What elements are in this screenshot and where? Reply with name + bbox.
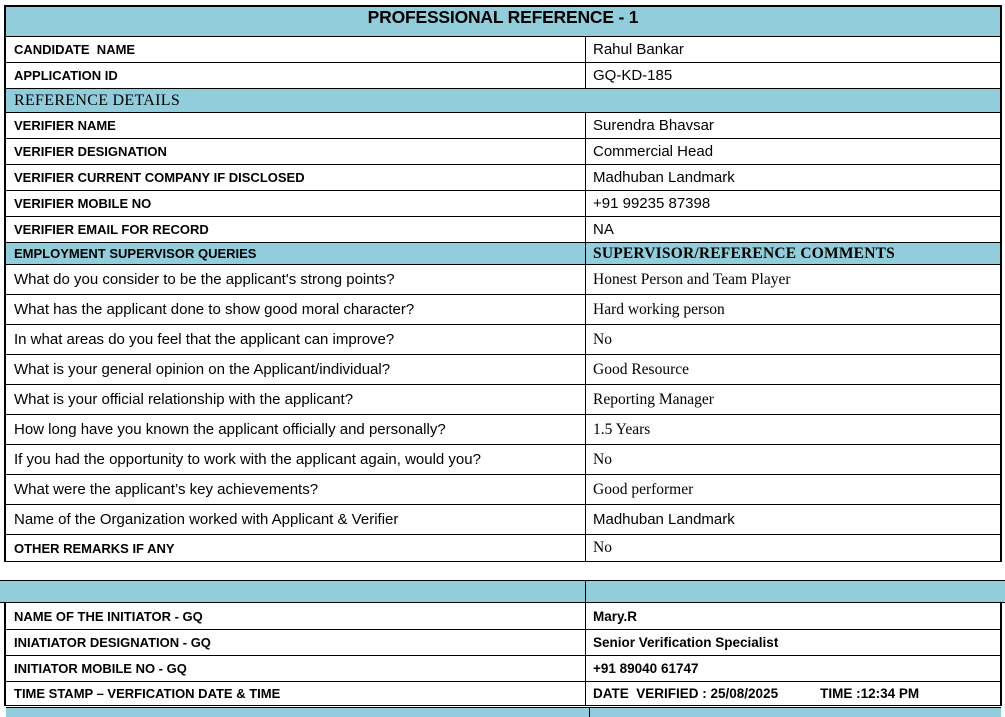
query-6-question: How long have you known the applicant officially and personally?: [6, 415, 586, 444]
page-title: PROFESSIONAL REFERENCE - 1: [367, 7, 639, 27]
queries-header-right: SUPERVISOR/REFERENCE COMMENTS: [593, 244, 895, 262]
table-row-query-6: [6, 415, 1000, 445]
query-3-answer: No: [593, 330, 612, 348]
candidate-name-label: CANDIDATE NAME: [6, 37, 586, 62]
verifier-designation-value: Commercial Head: [593, 143, 714, 160]
table-row-initiator-name: [6, 603, 1000, 630]
initiator-designation-label: INIATIATOR DESIGNATION - GQ: [6, 630, 586, 655]
initiator-name-value: Mary.R: [593, 608, 638, 624]
table-row-timestamp: [6, 682, 1000, 706]
column-divider: [589, 708, 590, 717]
bottom-blue-strip: [6, 707, 1001, 717]
query-4-question: What is your general opinion on the Applicant/individual?: [6, 355, 586, 384]
table-row-query-2: [6, 295, 1000, 325]
initiator-designation-value: Senior Verification Specialist: [593, 635, 779, 650]
table-row-other-remarks: [6, 535, 1000, 562]
table-row-query-3: [6, 325, 1000, 355]
blue-divider-strip: [0, 580, 1005, 603]
other-remarks-value: No: [593, 539, 612, 556]
table-row-initiator-mobile: [6, 656, 1000, 682]
initiator-table: [4, 603, 1002, 706]
form-title-row: [6, 7, 1000, 37]
query-7-question: If you had the opportunity to work with the applicant again, would you?: [6, 445, 586, 474]
query-3-question: In what areas do you feel that the applicant can improve?: [6, 325, 586, 354]
table-row-initiator-designation: [6, 630, 1000, 656]
reference-table: [4, 5, 1002, 562]
candidate-name-value: Rahul Bankar: [593, 41, 684, 58]
query-5-answer: Reporting Manager: [593, 390, 714, 408]
table-row-query-7: [6, 445, 1000, 475]
query-7-answer: No: [593, 450, 612, 468]
table-separator-gap: [4, 562, 1002, 580]
table-row-verifier-designation: [6, 139, 1000, 165]
other-remarks-label: OTHER REMARKS IF ANY: [6, 535, 586, 561]
verifier-email-label: VERIFIER EMAIL FOR RECORD: [6, 217, 586, 242]
initiator-mobile-label: INITIATOR MOBILE NO - GQ: [6, 656, 586, 681]
column-divider: [585, 581, 586, 602]
table-row-verifier-email: [6, 217, 1000, 243]
application-id-value: GQ-KD-185: [593, 67, 673, 84]
verifier-mobile-label: VERIFIER MOBILE NO: [6, 191, 586, 216]
queries-header-left: EMPLOYMENT SUPERVISOR QUERIES: [6, 243, 586, 264]
application-id-label: APPLICATION ID: [6, 63, 586, 88]
query-6-answer: 1.5 Years: [593, 420, 651, 438]
table-row-verifier-company: [6, 165, 1000, 191]
time-verified-value: TIME :12:34 PM: [820, 686, 920, 701]
reference-details-heading: REFERENCE DETAILS: [14, 91, 181, 109]
date-verified-value: DATE VERIFIED : 25/08/2025: [593, 686, 779, 701]
table-row-verifier-mobile: [6, 191, 1000, 217]
query-9-question: Name of the Organization worked with Applicant & Verifier: [6, 505, 586, 534]
query-1-question: What do you consider to be the applicant's strong points?: [6, 265, 586, 294]
table-row-query-8: [6, 475, 1000, 505]
table-row-verifier-name: [6, 113, 1000, 139]
verifier-name-label: VERIFIER NAME: [6, 113, 586, 138]
query-9-answer: Madhuban Landmark: [593, 511, 735, 528]
queries-header-row: [6, 243, 1000, 265]
query-4-answer: Good Resource: [593, 360, 689, 378]
verifier-designation-label: VERIFIER DESIGNATION: [6, 139, 586, 164]
query-8-answer: Good performer: [593, 480, 694, 498]
verifier-email-value: NA: [593, 221, 614, 238]
table-row-query-4: [6, 355, 1000, 385]
verifier-name-value: Surendra Bhavsar: [593, 117, 714, 134]
timestamp-value-cell: [586, 682, 1000, 705]
verifier-company-label: VERIFIER CURRENT COMPANY IF DISCLOSED: [6, 165, 586, 190]
query-5-question: What is your official relationship with the applicant?: [6, 385, 586, 414]
timestamp-label: TIME STAMP – VERFICATION DATE & TIME: [6, 682, 586, 705]
initiator-name-label: NAME OF THE INITIATOR - GQ: [6, 603, 586, 629]
table-row-application-id: [6, 63, 1000, 89]
table-row-candidate-name: [6, 37, 1000, 63]
table-row-query-9: [6, 505, 1000, 535]
query-1-answer: Honest Person and Team Player: [593, 270, 791, 288]
section-header-reference-details: [6, 89, 1000, 113]
initiator-mobile-value: +91 89040 61747: [593, 661, 699, 676]
table-row-query-5: [6, 385, 1000, 415]
query-8-question: What were the applicant’s key achievements?: [6, 475, 586, 504]
query-2-question: What has the applicant done to show good moral character?: [6, 295, 586, 324]
verifier-company-value: Madhuban Landmark: [593, 169, 735, 186]
table-row-query-1: [6, 265, 1000, 295]
verifier-mobile-value: +91 99235 87398: [593, 195, 711, 212]
query-2-answer: Hard working person: [593, 300, 725, 318]
